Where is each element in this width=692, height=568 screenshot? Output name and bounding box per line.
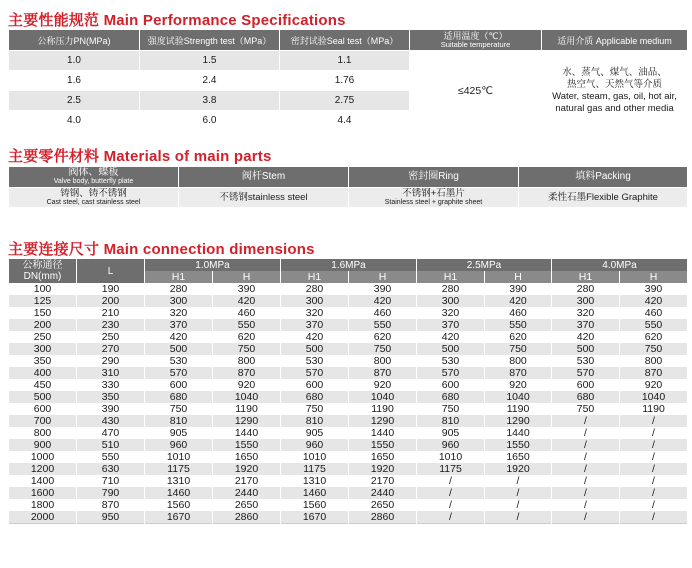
table-cell: 900 xyxy=(9,439,77,451)
medium-cell xyxy=(542,51,688,131)
table-cell: 280 xyxy=(145,283,213,295)
table-cell: 1310 xyxy=(281,475,349,487)
table-cell: 210 xyxy=(77,307,145,319)
header-body-cn: 阀体、蝶板 xyxy=(68,167,119,178)
packing-material-cell: 柔性石墨Flexible Graphite xyxy=(519,188,688,208)
seal-cell: 4.4 xyxy=(280,111,410,131)
table-cell: 390 xyxy=(77,403,145,415)
pn-cell: 1.0 xyxy=(9,51,140,71)
table-cell: 800 xyxy=(485,355,552,367)
table-cell: 620 xyxy=(620,331,688,343)
table-cell: 2860 xyxy=(349,511,417,524)
header-h1: H1 xyxy=(281,271,349,283)
table-cell: / xyxy=(417,487,485,499)
table-cell: 1190 xyxy=(349,403,417,415)
table-cell: 2170 xyxy=(349,475,417,487)
seal-cell: 1.1 xyxy=(280,51,410,71)
table-cell: 570 xyxy=(281,367,349,379)
table-cell: 700 xyxy=(9,415,77,427)
table-cell: 300 xyxy=(417,295,485,307)
table-cell: 870 xyxy=(620,367,688,379)
table-cell: 2650 xyxy=(213,499,281,511)
table-cell: 1000 xyxy=(9,451,77,463)
table-cell: 750 xyxy=(485,343,552,355)
table-cell: / xyxy=(417,511,485,524)
table-cell: / xyxy=(552,499,620,511)
table-row xyxy=(9,379,688,391)
table-cell: 2440 xyxy=(213,487,281,499)
table-cell: 420 xyxy=(417,331,485,343)
table-cell: / xyxy=(552,439,620,451)
table-cell: 1650 xyxy=(485,451,552,463)
table-cell: 620 xyxy=(213,331,281,343)
table-cell: 680 xyxy=(281,391,349,403)
table-cell: 620 xyxy=(485,331,552,343)
table-cell: 1190 xyxy=(213,403,281,415)
table-cell: / xyxy=(485,475,552,487)
header-h: H xyxy=(620,271,688,283)
table-cell: 370 xyxy=(552,319,620,331)
table-cell: 750 xyxy=(552,403,620,415)
table-cell: 550 xyxy=(77,451,145,463)
table-cell: 400 xyxy=(9,367,77,379)
table-cell: 750 xyxy=(417,403,485,415)
table-row xyxy=(9,487,688,499)
table-cell: 960 xyxy=(145,439,213,451)
materials-table xyxy=(8,166,688,208)
table-cell: 450 xyxy=(9,379,77,391)
table-cell: / xyxy=(620,415,688,427)
table-cell: 1460 xyxy=(281,487,349,499)
table-cell: 1010 xyxy=(281,451,349,463)
table-cell: 1670 xyxy=(281,511,349,524)
table-cell: 230 xyxy=(77,319,145,331)
table-cell: 680 xyxy=(552,391,620,403)
header-temperature xyxy=(410,30,542,51)
seal-cell: 1.76 xyxy=(280,71,410,91)
table-cell: 800 xyxy=(213,355,281,367)
table-cell: 1310 xyxy=(145,475,213,487)
table-cell: 2440 xyxy=(349,487,417,499)
table-cell: 1440 xyxy=(213,427,281,439)
body-material-cn: 铸钢、铸不锈钢 xyxy=(60,187,127,199)
table-cell: 100 xyxy=(9,283,77,295)
table-cell: 2170 xyxy=(213,475,281,487)
table-cell: 1920 xyxy=(349,463,417,475)
table-cell: / xyxy=(620,427,688,439)
table-cell: 350 xyxy=(9,355,77,367)
table-row xyxy=(9,427,688,439)
table-row xyxy=(9,511,688,524)
table-cell: 960 xyxy=(417,439,485,451)
table-cell: 1200 xyxy=(9,463,77,475)
table-cell: 620 xyxy=(349,331,417,343)
header-h1: H1 xyxy=(417,271,485,283)
table-row xyxy=(9,463,688,475)
table-cell: 1550 xyxy=(485,439,552,451)
table-cell: 1290 xyxy=(213,415,281,427)
table-cell: 320 xyxy=(281,307,349,319)
table-cell: 920 xyxy=(620,379,688,391)
table-cell: / xyxy=(620,439,688,451)
table-cell: / xyxy=(485,511,552,524)
table-cell: 750 xyxy=(620,343,688,355)
header-h1: H1 xyxy=(552,271,620,283)
table-cell: / xyxy=(552,475,620,487)
table-cell: 420 xyxy=(620,295,688,307)
table-cell: 500 xyxy=(552,343,620,355)
table-row xyxy=(9,355,688,367)
table-cell: 600 xyxy=(9,403,77,415)
table-cell: 1560 xyxy=(281,499,349,511)
table-cell: 460 xyxy=(620,307,688,319)
table-cell: 1460 xyxy=(145,487,213,499)
table-cell: 390 xyxy=(349,283,417,295)
table-cell: 630 xyxy=(77,463,145,475)
table-cell: 470 xyxy=(77,427,145,439)
dimensions-body xyxy=(9,283,688,524)
header-group-3: 2.5MPa xyxy=(417,259,552,271)
header-temperature-en: Suitable temperature xyxy=(440,40,511,49)
table-cell: 905 xyxy=(145,427,213,439)
table-cell: 810 xyxy=(145,415,213,427)
table-cell: 250 xyxy=(77,331,145,343)
table-cell: / xyxy=(620,475,688,487)
table-cell: 810 xyxy=(281,415,349,427)
table-cell: 530 xyxy=(552,355,620,367)
header-pn: 公称压力PN(MPa) xyxy=(9,30,140,51)
table-cell: 1190 xyxy=(485,403,552,415)
table-cell: 370 xyxy=(145,319,213,331)
header-medium: 适用介质 Applicable medium xyxy=(542,30,688,51)
table-cell: 870 xyxy=(77,499,145,511)
header-group-2: 1.6MPa xyxy=(281,259,417,271)
table-cell: / xyxy=(417,499,485,511)
table-cell: / xyxy=(485,487,552,499)
table-row xyxy=(9,499,688,511)
performance-title: 主要性能规范 Main Performance Specifications xyxy=(8,12,346,29)
table-cell: 800 xyxy=(349,355,417,367)
body-material-en: Cast steel, cast stainless steel xyxy=(46,198,141,206)
table-cell: 1175 xyxy=(281,463,349,475)
table-cell: / xyxy=(620,487,688,499)
table-cell: / xyxy=(620,499,688,511)
table-cell: 1040 xyxy=(620,391,688,403)
table-cell: 550 xyxy=(620,319,688,331)
header-body-en: Valve body, butterfly plate xyxy=(53,178,134,185)
table-cell: 1650 xyxy=(349,451,417,463)
stem-material-cell: 不锈钢stainless steel xyxy=(179,188,349,208)
table-cell: 600 xyxy=(145,379,213,391)
table-cell: 2860 xyxy=(213,511,281,524)
table-cell: 290 xyxy=(77,355,145,367)
table-cell: 1175 xyxy=(417,463,485,475)
table-cell: 920 xyxy=(485,379,552,391)
header-dn-cn: 公称通径 xyxy=(22,260,63,271)
table-row xyxy=(9,319,688,331)
table-cell: 1175 xyxy=(145,463,213,475)
table-row xyxy=(9,331,688,343)
table-cell: 550 xyxy=(213,319,281,331)
ring-material-en: Stainless steel + graphite sheet xyxy=(384,198,483,206)
table-cell: 420 xyxy=(349,295,417,307)
header-dn-en: DN(mm) xyxy=(23,271,62,282)
header-packing: 填料Packing xyxy=(519,167,688,188)
table-row xyxy=(9,439,688,451)
table-row xyxy=(9,475,688,487)
table-cell: 570 xyxy=(145,367,213,379)
table-cell: 750 xyxy=(145,403,213,415)
strength-cell: 6.0 xyxy=(140,111,280,131)
table-cell: 920 xyxy=(213,379,281,391)
table-cell: / xyxy=(552,511,620,524)
header-h1: H1 xyxy=(145,271,213,283)
table-row xyxy=(9,451,688,463)
table-cell: 390 xyxy=(213,283,281,295)
table-cell: 390 xyxy=(485,283,552,295)
table-cell: 420 xyxy=(552,331,620,343)
table-row xyxy=(9,295,688,307)
header-group-1: 1.0MPa xyxy=(145,259,281,271)
table-cell: 320 xyxy=(417,307,485,319)
table-cell: / xyxy=(552,427,620,439)
table-cell: 430 xyxy=(77,415,145,427)
table-cell: 530 xyxy=(281,355,349,367)
header-temperature-cn: 适用温度（℃） xyxy=(443,31,508,41)
table-cell: 530 xyxy=(417,355,485,367)
header-h: H xyxy=(349,271,417,283)
table-cell: 250 xyxy=(9,331,77,343)
table-cell: 280 xyxy=(417,283,485,295)
table-cell: 200 xyxy=(9,319,77,331)
table-cell: 1400 xyxy=(9,475,77,487)
table-cell: 420 xyxy=(213,295,281,307)
table-cell: / xyxy=(417,475,485,487)
table-cell: 1040 xyxy=(213,391,281,403)
table-cell: 800 xyxy=(9,427,77,439)
table-cell: 1650 xyxy=(213,451,281,463)
table-cell: 190 xyxy=(77,283,145,295)
table-cell: 1670 xyxy=(145,511,213,524)
table-cell: / xyxy=(620,511,688,524)
table-cell: 870 xyxy=(485,367,552,379)
table-cell: 1800 xyxy=(9,499,77,511)
table-cell: 300 xyxy=(552,295,620,307)
medium-cn: 水、蒸气、煤气、油品、热空气、天然气等介质 xyxy=(562,66,667,90)
table-cell: 710 xyxy=(77,475,145,487)
strength-cell: 1.5 xyxy=(140,51,280,71)
table-cell: 1040 xyxy=(485,391,552,403)
header-l: L xyxy=(77,259,145,283)
table-cell: 2650 xyxy=(349,499,417,511)
table-cell: 1290 xyxy=(485,415,552,427)
pn-cell: 2.5 xyxy=(9,91,140,111)
table-cell: 500 xyxy=(417,343,485,355)
performance-table xyxy=(8,29,688,131)
table-cell: 600 xyxy=(417,379,485,391)
table-cell: 350 xyxy=(77,391,145,403)
table-cell: 1920 xyxy=(213,463,281,475)
table-cell: 500 xyxy=(145,343,213,355)
pn-cell: 1.6 xyxy=(9,71,140,91)
table-row xyxy=(9,415,688,427)
ring-material-cell xyxy=(349,188,519,208)
header-seal: 密封试验Seal test（MPa） xyxy=(280,30,410,51)
table-cell: 500 xyxy=(9,391,77,403)
table-row xyxy=(9,283,688,295)
table-cell: 1010 xyxy=(145,451,213,463)
table-cell: 1550 xyxy=(213,439,281,451)
table-row xyxy=(9,391,688,403)
table-cell: 420 xyxy=(281,331,349,343)
table-cell: 1440 xyxy=(349,427,417,439)
table-row xyxy=(9,307,688,319)
table-cell: / xyxy=(552,487,620,499)
table-cell: 550 xyxy=(485,319,552,331)
header-h: H xyxy=(485,271,552,283)
table-cell: 330 xyxy=(77,379,145,391)
table-cell: 550 xyxy=(349,319,417,331)
materials-title: 主要零件材料 Materials of main parts xyxy=(8,148,272,165)
table-cell: 870 xyxy=(213,367,281,379)
table-cell: 530 xyxy=(145,355,213,367)
ring-material-cn: 不锈钢+石墨片 xyxy=(402,187,465,199)
table-cell: 920 xyxy=(349,379,417,391)
table-cell: 1600 xyxy=(9,487,77,499)
table-cell: 570 xyxy=(417,367,485,379)
table-cell: 1010 xyxy=(417,451,485,463)
strength-cell: 3.8 xyxy=(140,91,280,111)
pn-cell: 4.0 xyxy=(9,111,140,131)
table-cell: 905 xyxy=(281,427,349,439)
table-cell: 810 xyxy=(417,415,485,427)
body-material-cell xyxy=(9,188,179,208)
header-ring: 密封圈Ring xyxy=(349,167,519,188)
table-cell: 680 xyxy=(145,391,213,403)
table-cell: 905 xyxy=(417,427,485,439)
table-cell: 600 xyxy=(552,379,620,391)
table-cell: 280 xyxy=(281,283,349,295)
table-cell: 200 xyxy=(77,295,145,307)
table-cell: 460 xyxy=(485,307,552,319)
table-cell: 125 xyxy=(9,295,77,307)
table-cell: 960 xyxy=(281,439,349,451)
table-cell: / xyxy=(552,463,620,475)
table-cell: 300 xyxy=(145,295,213,307)
table-cell: 1550 xyxy=(349,439,417,451)
table-cell: 460 xyxy=(349,307,417,319)
table-cell: 600 xyxy=(281,379,349,391)
header-body xyxy=(9,167,179,188)
table-cell: 310 xyxy=(77,367,145,379)
table-cell: 750 xyxy=(349,343,417,355)
table-cell: 270 xyxy=(77,343,145,355)
header-group-4: 4.0MPa xyxy=(552,259,688,271)
table-cell: / xyxy=(620,463,688,475)
header-dn xyxy=(9,259,77,283)
table-row xyxy=(9,343,688,355)
table-cell: 680 xyxy=(417,391,485,403)
table-cell: 750 xyxy=(281,403,349,415)
table-cell: / xyxy=(485,499,552,511)
header-strength: 强度试验Strength test（MPa） xyxy=(140,30,280,51)
table-cell: 1190 xyxy=(620,403,688,415)
temperature-cell: ≤425℃ xyxy=(410,51,542,131)
seal-cell: 2.75 xyxy=(280,91,410,111)
table-cell: 370 xyxy=(417,319,485,331)
table-cell: 320 xyxy=(145,307,213,319)
table-cell: 280 xyxy=(552,283,620,295)
table-cell: 320 xyxy=(552,307,620,319)
strength-cell: 2.4 xyxy=(140,71,280,91)
table-cell: 570 xyxy=(552,367,620,379)
table-cell: 750 xyxy=(213,343,281,355)
table-cell: 420 xyxy=(145,331,213,343)
table-cell: 370 xyxy=(281,319,349,331)
dimensions-table xyxy=(8,259,688,524)
table-cell: / xyxy=(620,451,688,463)
table-cell: 500 xyxy=(281,343,349,355)
table-cell: / xyxy=(552,415,620,427)
table-cell: 1290 xyxy=(349,415,417,427)
header-stem: 阀杆Stem xyxy=(179,167,349,188)
header-h: H xyxy=(213,271,281,283)
table-row xyxy=(9,367,688,379)
table-cell: 870 xyxy=(349,367,417,379)
table-cell: / xyxy=(552,451,620,463)
table-cell: 950 xyxy=(77,511,145,524)
table-cell: 800 xyxy=(620,355,688,367)
table-cell: 790 xyxy=(77,487,145,499)
table-cell: 460 xyxy=(213,307,281,319)
table-cell: 1040 xyxy=(349,391,417,403)
table-cell: 510 xyxy=(77,439,145,451)
table-cell: 2000 xyxy=(9,511,77,524)
table-cell: 1560 xyxy=(145,499,213,511)
table-cell: 300 xyxy=(281,295,349,307)
table-row xyxy=(9,403,688,415)
table-cell: 150 xyxy=(9,307,77,319)
table-cell: 1440 xyxy=(485,427,552,439)
dimensions-title: 主要连接尺寸 Main connection dimensions xyxy=(8,241,315,258)
table-cell: 1920 xyxy=(485,463,552,475)
table-cell: 390 xyxy=(620,283,688,295)
table-cell: 300 xyxy=(9,343,77,355)
medium-en: Water, steam, gas, oil, hot air, natural gas and other media xyxy=(552,90,677,114)
table-cell: 420 xyxy=(485,295,552,307)
